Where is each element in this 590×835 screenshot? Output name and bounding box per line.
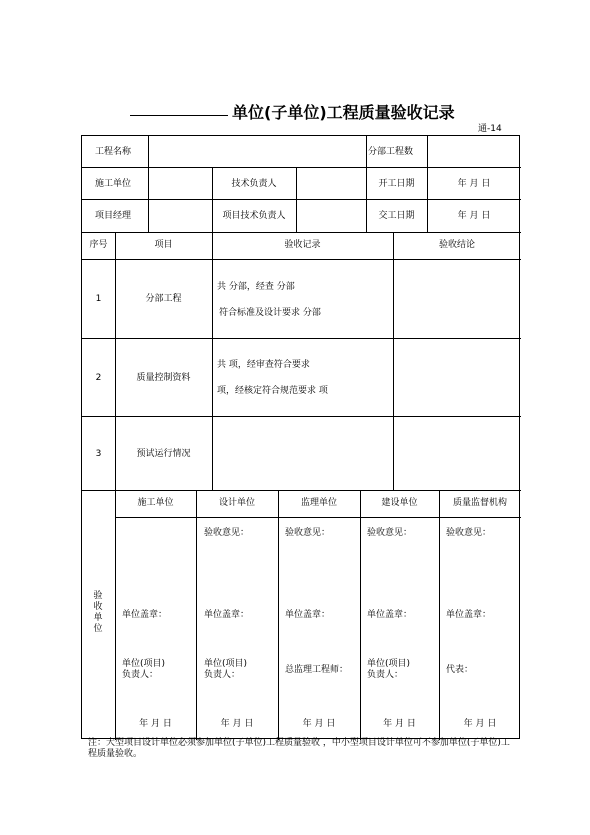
col-record: 验收记录: [284, 240, 321, 250]
row-divider: [82, 490, 521, 491]
row-2-record-line2: 项，经核定符合规范要求 项: [217, 386, 328, 396]
quality-representative: 代表：: [446, 665, 474, 675]
unit-quality-supervision: 质量监督机构: [452, 498, 507, 508]
row-2-item: 质量控制资料: [136, 373, 191, 383]
tech-lead-label: 技术负责人: [231, 179, 277, 189]
design-opinion: 验收意见：: [204, 528, 250, 538]
quality-seal: 单位盖章：: [446, 610, 492, 620]
row-1-record-line1: 共 分部，经查 分部: [217, 282, 295, 292]
unit-contractor: 施工单位: [137, 498, 174, 508]
project-name-label: 工程名称: [95, 147, 132, 157]
page-title: 单位(子单位)工程质量验收记录: [232, 103, 455, 122]
unit-design: 设计单位: [218, 498, 255, 508]
form-code: 通-14: [478, 124, 502, 134]
acceptance-side-label: [92, 591, 104, 635]
design-responsible: 单位(项目) 负责人：: [204, 659, 248, 680]
contractor-responsible: 单位(项目) 负责人：: [122, 659, 166, 680]
contractor-date: 年 月 日: [139, 719, 172, 729]
owner-seal: 单位盖章：: [367, 610, 413, 620]
col-seq: 序号: [89, 240, 108, 250]
row-divider: [82, 338, 521, 339]
row-3-seq: 3: [95, 449, 102, 459]
contractor-label: 施工单位: [95, 179, 132, 189]
design-seal: 单位盖章：: [204, 610, 250, 620]
start-date-label: 开工日期: [378, 179, 415, 189]
contractor-seal: 单位盖章：: [122, 610, 168, 620]
handover-date-value: 年 月 日: [457, 211, 491, 221]
acceptance-side-char: 单: [93, 613, 103, 623]
project-tech-lead-label: 项目技术负责人: [222, 211, 286, 221]
row-2-seq: 2: [95, 373, 102, 383]
title-blank-line: [130, 115, 228, 116]
row-1-seq: 1: [95, 294, 102, 304]
quality-opinion: 验收意见：: [446, 528, 492, 538]
row-divider: [82, 232, 521, 233]
chief-supervisor: 总监理工程师：: [285, 665, 349, 675]
record-table: [81, 135, 520, 739]
acceptance-side-char: 验: [93, 591, 103, 601]
row-divider: [115, 517, 521, 518]
col-conclusion: 验收结论: [438, 240, 475, 250]
col-item: 项目: [154, 240, 173, 250]
row-1-item: 分部工程: [145, 294, 182, 304]
row-divider: [82, 416, 521, 417]
supervision-opinion: 验收意见：: [285, 528, 331, 538]
row-3-item: 预试运行情况: [136, 449, 191, 459]
owner-opinion: 验收意见：: [367, 528, 413, 538]
row-1-record-line2: 符合标准及设计要求 分部: [219, 308, 321, 318]
pm-label: 项目经理: [95, 211, 132, 221]
supervision-seal: 单位盖章：: [285, 610, 331, 620]
owner-date: 年 月 日: [383, 719, 416, 729]
footnote: 注：大型项目设计单位必须参加单位(子单位)工程质量验收 ，中小型项目设计单位可不参加单位(子单位)工程质量验收。: [88, 738, 510, 759]
supervision-date: 年 月 日: [302, 719, 336, 729]
start-date-value: 年 月 日: [457, 179, 491, 189]
unit-supervision: 监理单位: [300, 498, 337, 508]
unit-owner: 建设单位: [381, 498, 418, 508]
subproject-count-label: 分部工程数: [368, 147, 414, 157]
acceptance-side-char: 收: [93, 602, 103, 612]
design-date: 年 月 日: [220, 719, 254, 729]
row-2-record-line1: 共 项，经审查符合要求: [217, 360, 310, 370]
acceptance-side-char: 位: [93, 624, 103, 634]
handover-date-label: 交工日期: [378, 211, 415, 221]
owner-responsible: 单位(项目) 负责人：: [367, 659, 411, 680]
row-divider: [82, 259, 521, 260]
quality-date: 年 月 日: [463, 719, 497, 729]
